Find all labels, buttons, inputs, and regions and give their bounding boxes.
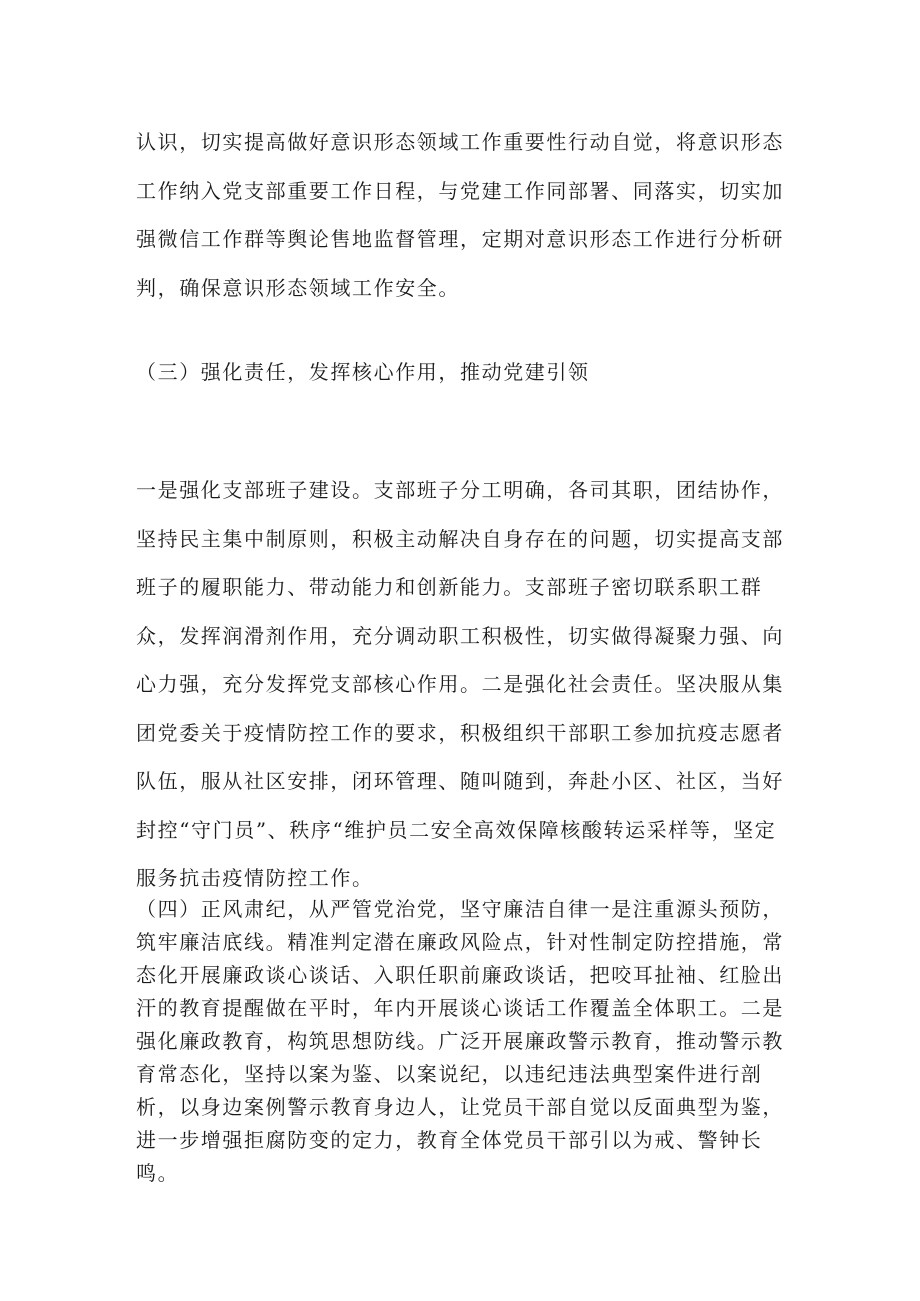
paragraph-ideology-work: 认识，切实提高做好意识形态领域工作重要性行动自觉，将意识形态工作纳入党支部重要工作日程，与党建工作同部署、同落实，切实加强微信工作群等舆论售地监督管理，定期对意识形态工作进行分析研判，确保意识形态领域工作安全。 (136, 130, 784, 300)
section-heading-3: （三）强化责任，发挥核心作用，推动党建引领 (136, 360, 590, 384)
section-paragraph-4: （四）正风肃纪，从严管党治党，坚守廉洁自律一是注重源头预防，筑牢廉洁底线。精准判定潜在廉政风险点，针对性制定防控措施，常态化开展廉政谈心谈话、入职任职前廉政谈话，把咬耳扯袖、红脸出汗的教育提醒做在平时，年内开展谈心谈话工作覆盖全体职工。二是强化廉政教育，构筑思想防线。广泛开展廉政警示教育，推动警示教育常态化，坚持以案为鉴、以案说纪，以违纪违法典型案件进行剖析，以身边案例警示教育身边人，让党员干部自觉以反面典型为鉴，进一步增强拒腐防变的定力，教育全体党员干部引以为戒、警钟长鸣。 (136, 897, 784, 1185)
paragraph-branch-building: 一是强化支部班子建设。支部班子分工明确，各司其职，团结协作，坚持民主集中制原则，积极主动解决自身存在的问题，切实提高支部班子的履职能力、带动能力和创新能力。支部班子密切联系职工群众，发挥润滑剂作用，充分调动职工积极性，切实做得凝聚力强、向心力强，充分发挥党支部核心作用。二是强化社会责任。坚决服从集团党委关于疫情防控工作的要求，积极组织干部职工参加抗疫志愿者队伍，服从社区安排，闭环管理、随叫随到，奔赴小区、社区，当好封控“守门员”、秩序“维护员二安全高效保障核酸转运采样等，坚定服务抗击疫情防控工作。 (136, 478, 784, 890)
